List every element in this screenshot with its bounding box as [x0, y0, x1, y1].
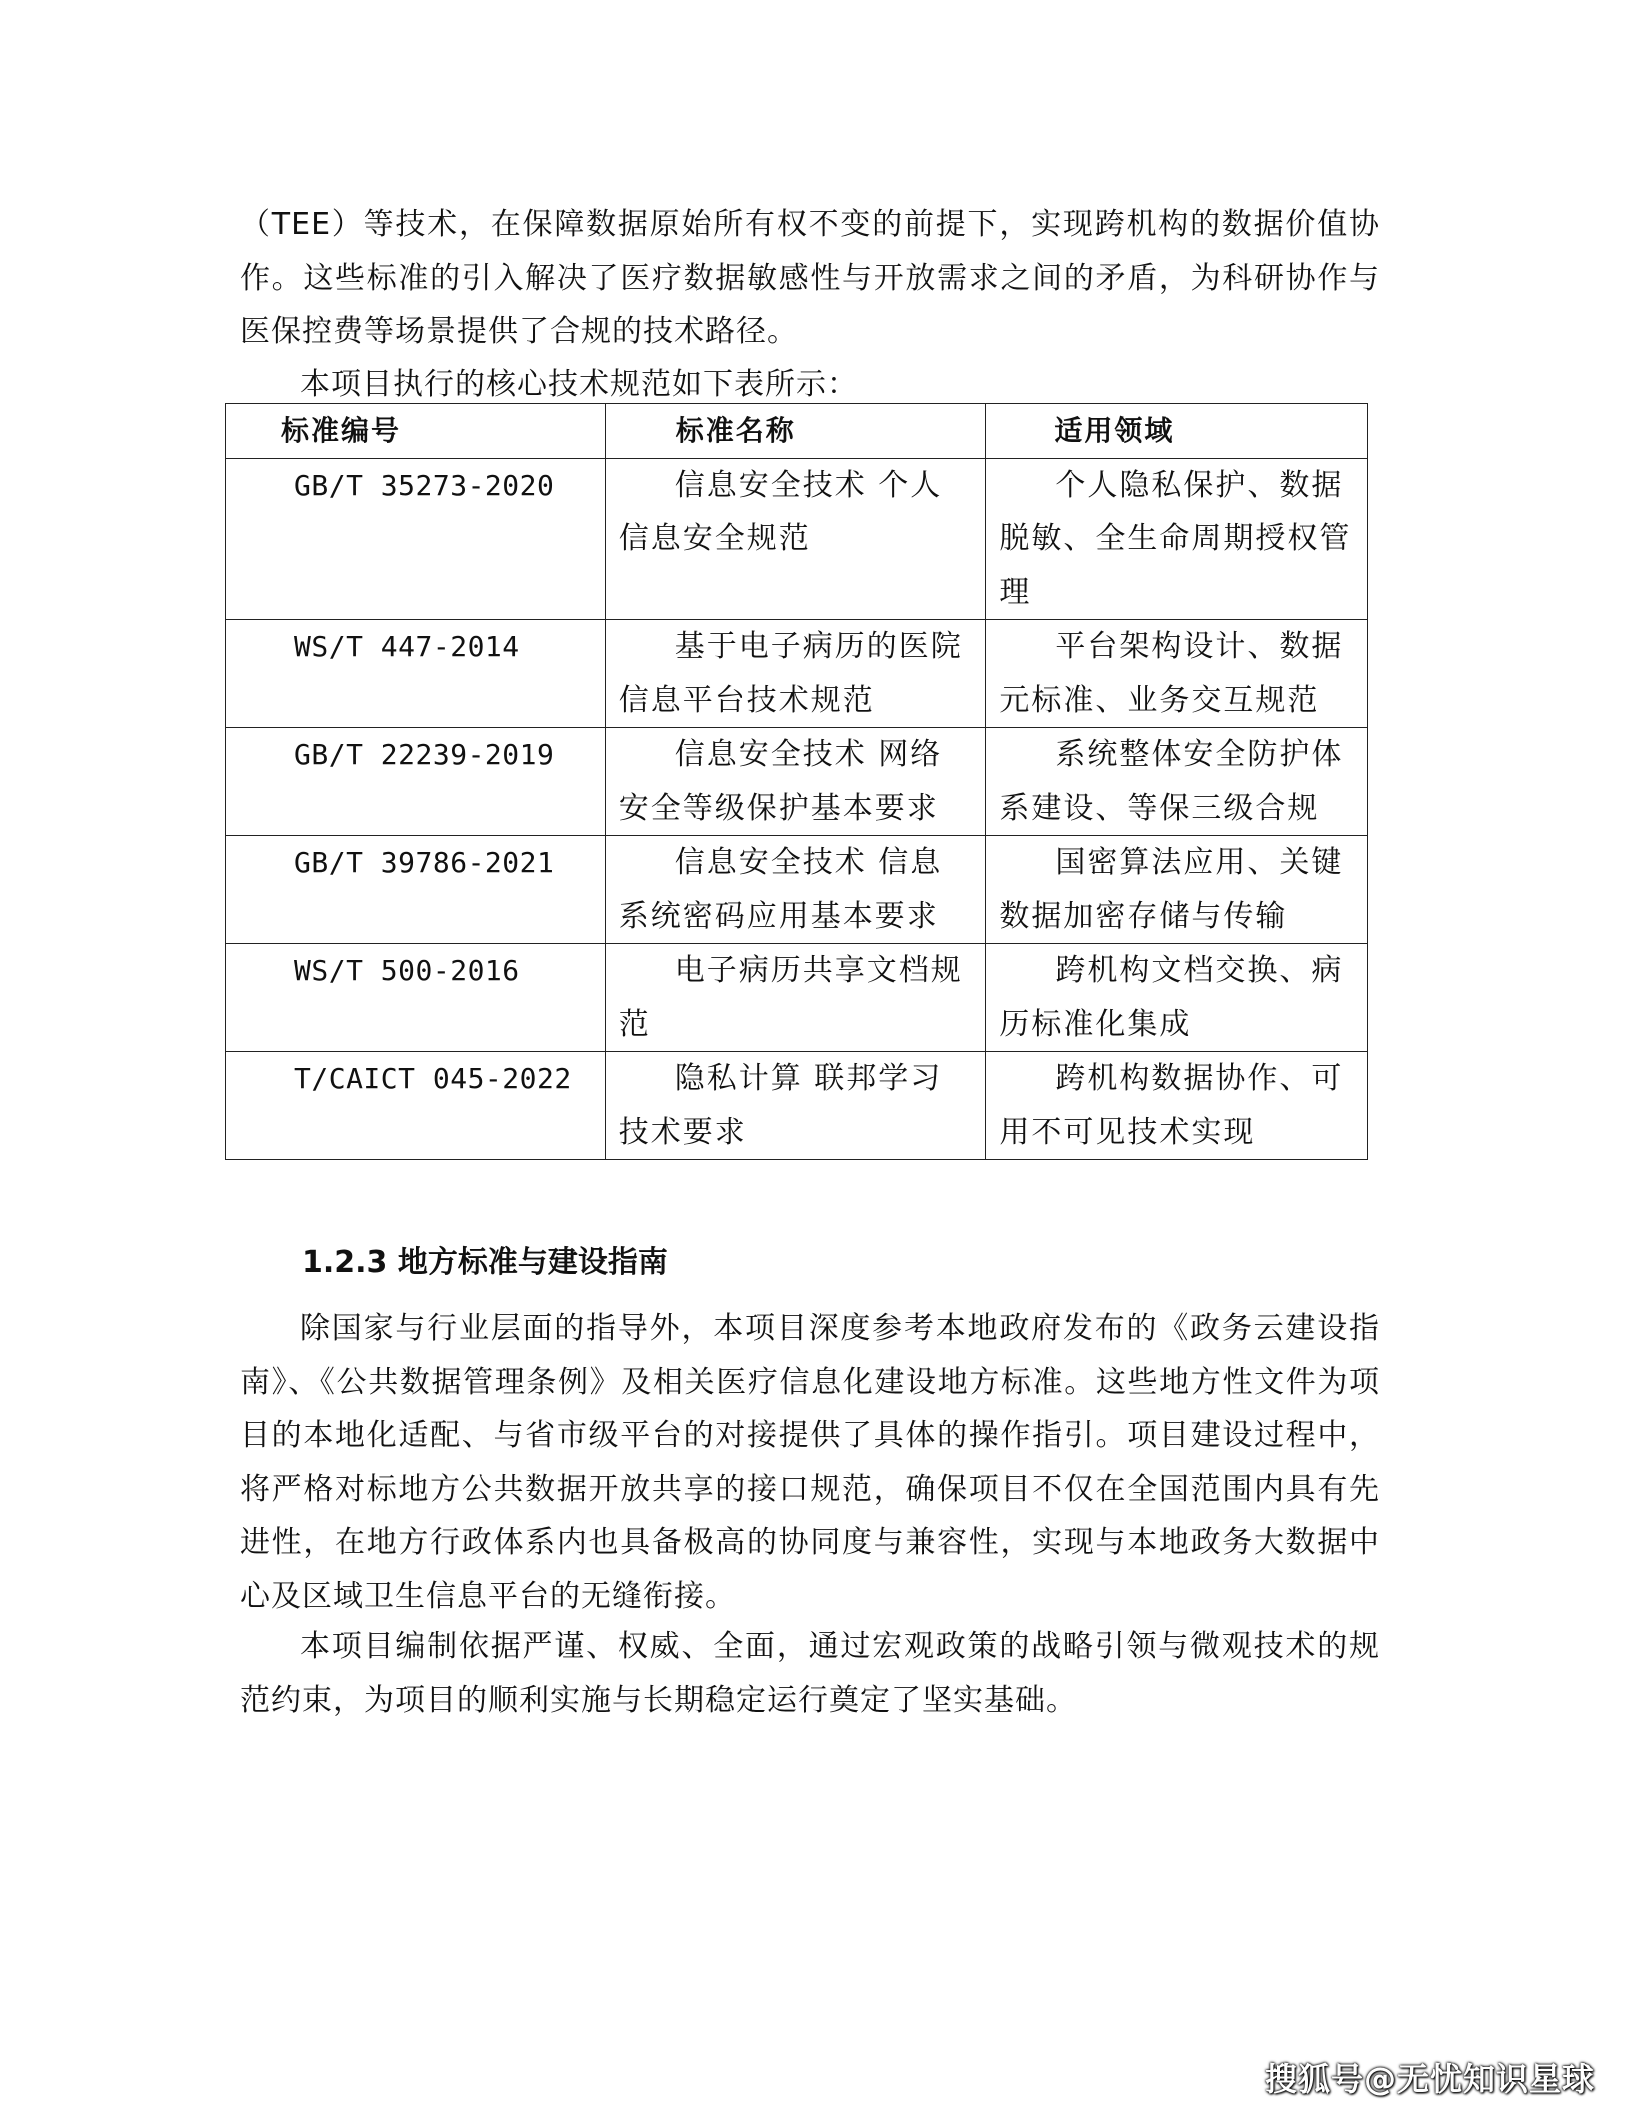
table-row — [226, 836, 1368, 944]
cell-code: GB/T 22239-2019 — [226, 728, 606, 836]
cell-scope: 跨机构文档交换、病历标准化集成 — [986, 944, 1368, 1052]
table-intro: 本项目执行的核心技术规范如下表所示： — [300, 367, 858, 402]
cell-name: 基于电子病历的医院信息平台技术规范 — [605, 620, 986, 728]
cell-code: T/CAICT 045-2022 — [226, 1052, 606, 1160]
cell-scope: 跨机构数据协作、可用不可见技术实现 — [986, 1052, 1368, 1160]
cell-scope: 系统整体安全防护体系建设、等保三级合规 — [986, 728, 1368, 836]
table-row — [226, 620, 1368, 728]
cell-code: WS/T 500-2016 — [226, 944, 606, 1052]
table-row — [226, 944, 1368, 1052]
paragraph-local-standards: 除国家与行业层面的指导外，本项目深度参考本地政府发布的《政务云建设指南》、《公共数据管理条例》及相关医疗信息化建设地方标准。这些地方性文件为项目的本地化适配、与省市级平台的对接提供了具体的操作指引。项目建设过程中，将严格对标地方公共数据开放共享的接口规范，确保项目不仅在全国范围内具有先进性，在地方行政体系内也具备极高的协同度与兼容性，实现与本地政务大数据中心及区域卫生信息平台的无缝衔接。 — [240, 1311, 1380, 1614]
section-number: 1.2.3 — [302, 1245, 388, 1280]
document-page — [240, 0, 1380, 2112]
header-scope: 适用领域 — [986, 404, 1368, 459]
paragraph-top: （TEE）等技术，在保障数据原始所有权不变的前提下，实现跨机构的数据价值协作。这些标准的引入解决了医疗数据敏感性与开放需求之间的矛盾，为科研协作与医保控费等场景提供了合规的技术路径。 — [240, 207, 1380, 349]
cell-code: WS/T 447-2014 — [226, 620, 606, 728]
table-row — [226, 728, 1368, 836]
header-code: 标准编号 — [226, 404, 606, 459]
table-header-row — [226, 404, 1368, 459]
cell-name: 信息安全技术 个人信息安全规范 — [605, 458, 986, 620]
paragraph-closing: 本项目编制依据严谨、权威、全面，通过宏观政策的战略引领与微观技术的规范约束，为项目的顺利实施与长期稳定运行奠定了坚实基础。 — [240, 1629, 1380, 1718]
cell-name: 信息安全技术 信息系统密码应用基本要求 — [605, 836, 986, 944]
table-row — [226, 458, 1368, 620]
cell-scope: 个人隐私保护、数据脱敏、全生命周期授权管理 — [986, 458, 1368, 620]
watermark: 搜狐号@无忧知识星球 — [1265, 2060, 1596, 2098]
cell-name: 信息安全技术 网络安全等级保护基本要求 — [605, 728, 986, 836]
cell-scope: 国密算法应用、关键数据加密存储与传输 — [986, 836, 1368, 944]
standards-table — [225, 403, 1368, 1160]
cell-name: 电子病历共享文档规范 — [605, 944, 986, 1052]
table-row — [226, 1052, 1368, 1160]
cell-scope: 平台架构设计、数据元标准、业务交互规范 — [986, 620, 1368, 728]
section-title: 地方标准与建设指南 — [397, 1245, 668, 1280]
cell-code: GB/T 39786-2021 — [226, 836, 606, 944]
section-heading — [302, 1238, 668, 1288]
header-name: 标准名称 — [605, 404, 986, 459]
cell-code: GB/T 35273-2020 — [226, 458, 606, 620]
cell-name: 隐私计算 联邦学习技术要求 — [605, 1052, 986, 1160]
